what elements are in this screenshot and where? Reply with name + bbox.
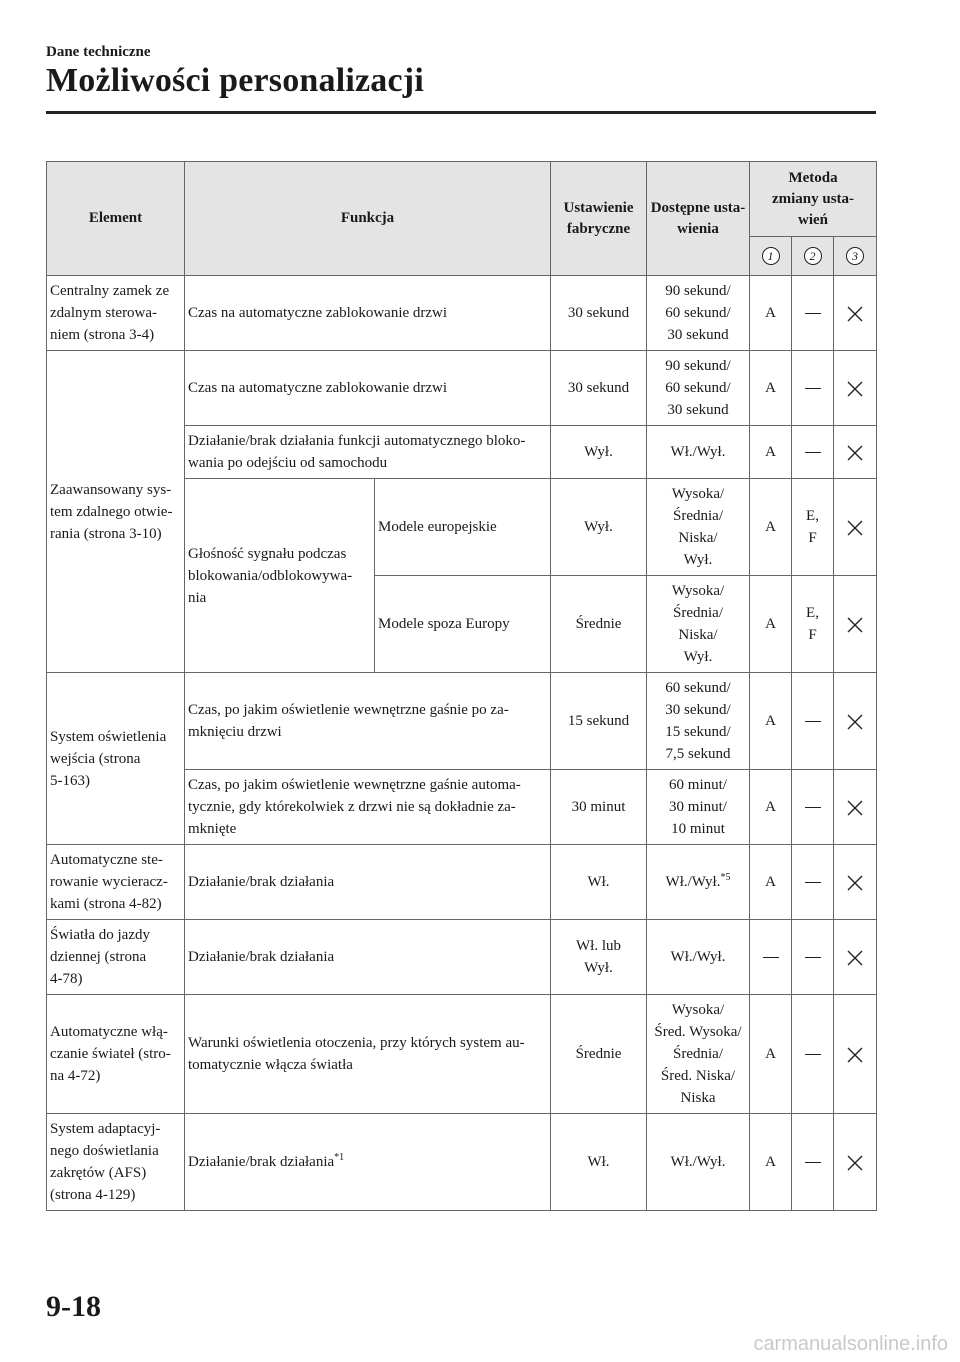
row-function: Głośność sygnału podczas blokowania/odblokowywa- nia	[185, 479, 375, 673]
dash-icon	[763, 957, 779, 958]
row-factory: Wył.	[551, 479, 647, 576]
row-function: Działanie/brak działania funkcji automatycznego bloko- wania po odejściu od samochodu	[185, 426, 551, 479]
customization-table	[46, 161, 877, 1211]
row-available: Wł./Wył.	[647, 920, 750, 995]
page-number: 9-18	[46, 1290, 101, 1323]
row-available: Wł./Wył.	[647, 426, 750, 479]
dash-icon	[805, 388, 821, 389]
table-header-row	[47, 162, 877, 237]
row-element: Centralny zamek ze zdalnym sterowa- niem (strona 3-4)	[47, 276, 185, 351]
row-available: Wysoka/ Śred. Wysoka/ Średnia/ Śred. Niska/ Niska	[647, 995, 750, 1114]
cross-icon	[846, 380, 864, 398]
header-factory: Ustawienie fabryczne	[551, 162, 647, 276]
row-element: Automatyczne włą- czanie świateł (stro- na 4-72)	[47, 995, 185, 1114]
table-row	[47, 1114, 877, 1211]
row-available: Wysoka/ Średnia/ Niska/ Wył.	[647, 479, 750, 576]
dash-icon	[805, 882, 821, 883]
row-function: Działanie/brak działania	[188, 1154, 335, 1170]
dash-icon	[805, 807, 821, 808]
row-element: System adaptacyj- nego doświetlania zakrętów (AFS) (strona 4-129)	[47, 1114, 185, 1211]
row-method-1: A	[750, 995, 792, 1114]
row-available: Wł./Wył.	[665, 874, 721, 890]
dash-icon	[805, 721, 821, 722]
row-factory: Wył.	[551, 426, 647, 479]
cross-icon	[846, 444, 864, 462]
dash-icon	[805, 1054, 821, 1055]
page-title: Możliwości personalizacji	[46, 62, 424, 99]
title-rule	[46, 111, 876, 114]
row-method-1: A	[750, 845, 792, 920]
row-available: Wł./Wył.	[647, 1114, 750, 1211]
header-element: Element	[47, 162, 185, 276]
row-factory: 15 sekund	[551, 673, 647, 770]
row-function: Czas, po jakim oświetlenie wewnętrzne gaśnie automa- tycznie, gdy którekolwiek z drzwi nie są dokładnie za- mknięte	[185, 770, 551, 845]
row-element: Automatyczne ste- rowanie wycieracz- kami (strona 4-82)	[47, 845, 185, 920]
table-row	[47, 845, 877, 920]
method-2-icon: 2	[804, 247, 822, 265]
row-variant: Modele europejskie	[375, 479, 551, 576]
row-factory: 30 sekund	[551, 276, 647, 351]
row-factory: Średnie	[551, 576, 647, 673]
row-method-2: E, F	[792, 576, 834, 673]
row-element: System oświetlenia wejścia (strona 5-163)	[47, 673, 185, 845]
row-factory: Wł. lub Wył.	[551, 920, 647, 995]
row-method-1: A	[750, 351, 792, 426]
row-function-cell	[185, 1114, 551, 1211]
row-element: Zaawansowany sys- tem zdalnego otwie- rania (strona 3-10)	[47, 351, 185, 673]
watermark: carmanualsonline.info	[753, 1333, 948, 1355]
header-method: Metoda zmiany usta- wień	[750, 162, 877, 237]
cross-icon	[846, 713, 864, 731]
row-method-1: A	[750, 479, 792, 576]
footnote-ref: *5	[720, 872, 731, 883]
header-available: Dostępne usta- wienia	[647, 162, 750, 276]
row-function: Czas, po jakim oświetlenie wewnętrzne gaśnie po za- mknięciu drzwi	[185, 673, 551, 770]
dash-icon	[805, 452, 821, 453]
cross-icon	[846, 616, 864, 634]
table-row	[47, 920, 877, 995]
row-available: 90 sekund/ 60 sekund/ 30 sekund	[647, 276, 750, 351]
row-factory: Wł.	[551, 1114, 647, 1211]
row-method-1: A	[750, 1114, 792, 1211]
cross-icon	[846, 1154, 864, 1172]
row-method-1: A	[750, 673, 792, 770]
cross-icon	[846, 799, 864, 817]
row-method-2: E, F	[792, 479, 834, 576]
dash-icon	[805, 1162, 821, 1163]
row-factory: Średnie	[551, 995, 647, 1114]
table-row	[47, 351, 877, 426]
row-factory: 30 minut	[551, 770, 647, 845]
section-label: Dane techniczne	[46, 44, 151, 60]
row-function: Czas na automatyczne zablokowanie drzwi	[185, 351, 551, 426]
row-element: Światła do jazdy dziennej (strona 4-78)	[47, 920, 185, 995]
row-method-1: A	[750, 576, 792, 673]
row-function: Warunki oświetlenia otoczenia, przy których system au- tomatycznie włącza światła	[185, 995, 551, 1114]
row-function: Działanie/brak działania	[185, 845, 551, 920]
table-row	[47, 276, 877, 351]
table-row	[47, 995, 877, 1114]
row-variant: Modele spoza Europy	[375, 576, 551, 673]
row-available-cell	[647, 845, 750, 920]
row-method-1: A	[750, 770, 792, 845]
dash-icon	[805, 957, 821, 958]
table-row	[47, 673, 877, 770]
cross-icon	[846, 519, 864, 537]
footnote-ref: *1	[334, 1152, 345, 1163]
row-available: Wysoka/ Średnia/ Niska/ Wył.	[647, 576, 750, 673]
row-factory: 30 sekund	[551, 351, 647, 426]
row-available: 90 sekund/ 60 sekund/ 30 sekund	[647, 351, 750, 426]
method-3-icon: 3	[846, 247, 864, 265]
row-function: Działanie/brak działania	[185, 920, 551, 995]
row-factory: Wł.	[551, 845, 647, 920]
dash-icon	[805, 313, 821, 314]
cross-icon	[846, 874, 864, 892]
row-method-1: A	[750, 426, 792, 479]
cross-icon	[846, 305, 864, 323]
method-1-icon: 1	[762, 247, 780, 265]
row-method-1: A	[750, 276, 792, 351]
row-function: Czas na automatyczne zablokowanie drzwi	[185, 276, 551, 351]
cross-icon	[846, 949, 864, 967]
row-available: 60 sekund/ 30 sekund/ 15 sekund/ 7,5 sekund	[647, 673, 750, 770]
row-available: 60 minut/ 30 minut/ 10 minut	[647, 770, 750, 845]
header-function: Funkcja	[185, 162, 551, 276]
cross-icon	[846, 1046, 864, 1064]
